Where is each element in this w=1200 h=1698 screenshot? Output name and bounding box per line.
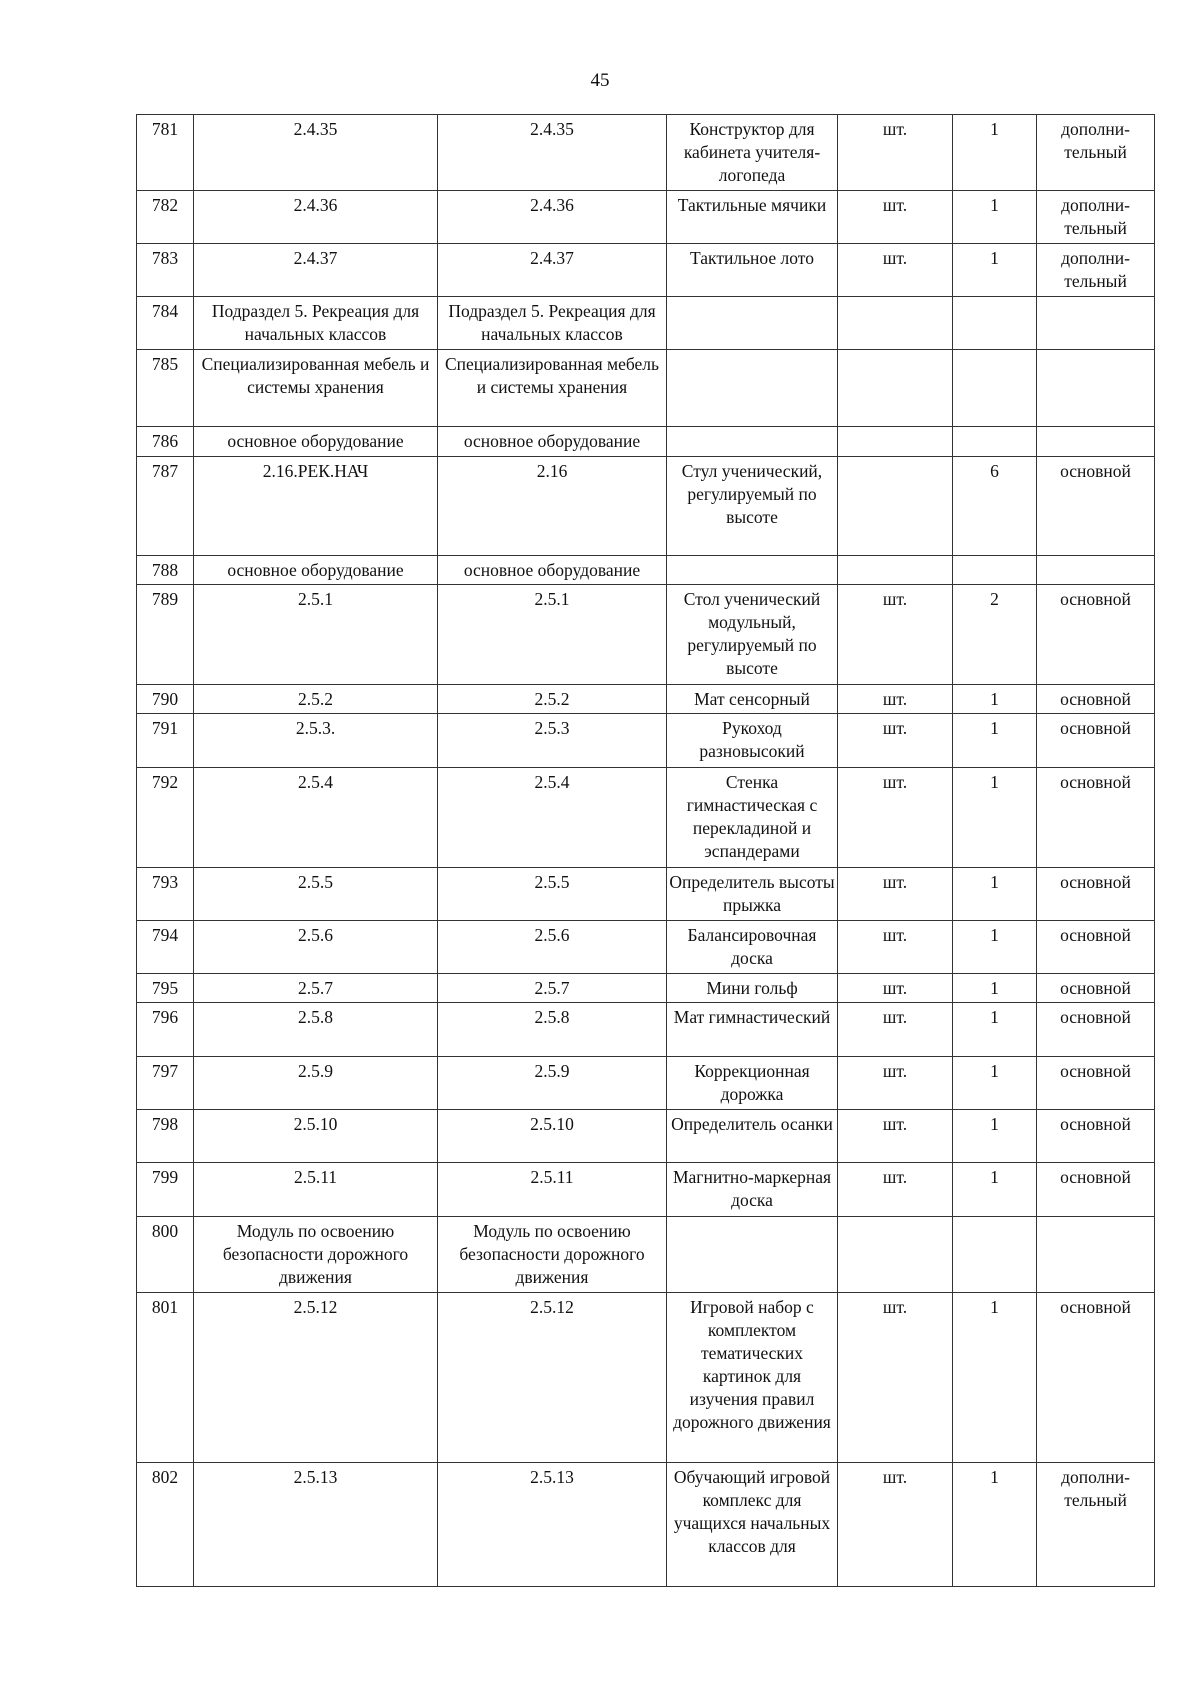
standard-code-cell: 2.16 (438, 457, 667, 556)
item-name-cell: Балансировочная доска (667, 921, 838, 974)
table-row (137, 457, 1155, 556)
standard-code-cell: 2.5.8 (438, 1003, 667, 1057)
unit-cell (838, 427, 953, 457)
unit-cell (838, 1217, 953, 1293)
table-row (137, 1163, 1155, 1217)
code-cell: основное оборудование (194, 556, 438, 585)
standard-code-cell: 2.5.12 (438, 1293, 667, 1463)
item-name-cell (667, 427, 838, 457)
standard-code-cell: 2.5.4 (438, 768, 667, 868)
standard-code-cell: Модуль по освоению безопасности дорожного движения (438, 1217, 667, 1293)
row-number-cell: 789 (137, 585, 194, 685)
quantity-cell: 1 (953, 1293, 1037, 1463)
quantity-cell: 1 (953, 768, 1037, 868)
table-row (137, 1110, 1155, 1163)
unit-cell: шт. (838, 685, 953, 714)
quantity-cell (953, 297, 1037, 350)
quantity-cell: 1 (953, 244, 1037, 297)
table-row (137, 585, 1155, 685)
item-name-cell: Магнитно-маркерная доска (667, 1163, 838, 1217)
table-row (137, 768, 1155, 868)
row-number-cell: 802 (137, 1463, 194, 1587)
category-cell (1037, 1217, 1155, 1293)
quantity-cell (953, 427, 1037, 457)
category-cell: основной (1037, 768, 1155, 868)
table-row (137, 974, 1155, 1003)
standard-code-cell: 2.4.37 (438, 244, 667, 297)
standard-code-cell: 2.4.36 (438, 191, 667, 244)
code-cell: 2.5.9 (194, 1057, 438, 1110)
category-cell: дополни-тельный (1037, 244, 1155, 297)
standard-code-cell: 2.5.5 (438, 868, 667, 921)
table-row (137, 191, 1155, 244)
unit-cell (838, 556, 953, 585)
standard-code-cell: Подраздел 5. Рекреация для начальных классов (438, 297, 667, 350)
item-name-cell (667, 556, 838, 585)
unit-cell: шт. (838, 768, 953, 868)
standard-code-cell: 2.5.10 (438, 1110, 667, 1163)
table-row (137, 1003, 1155, 1057)
row-number-cell: 790 (137, 685, 194, 714)
table-row (137, 685, 1155, 714)
row-number-cell: 793 (137, 868, 194, 921)
standard-code-cell: 2.5.7 (438, 974, 667, 1003)
quantity-cell: 1 (953, 868, 1037, 921)
table-row (137, 1463, 1155, 1587)
table-row (137, 1293, 1155, 1463)
code-cell: 2.5.4 (194, 768, 438, 868)
code-cell: 2.16.РЕК.НАЧ (194, 457, 438, 556)
quantity-cell: 1 (953, 1463, 1037, 1587)
quantity-cell: 1 (953, 685, 1037, 714)
code-cell: 2.5.2 (194, 685, 438, 714)
row-number-cell: 792 (137, 768, 194, 868)
quantity-cell (953, 556, 1037, 585)
code-cell: 2.5.8 (194, 1003, 438, 1057)
item-name-cell (667, 297, 838, 350)
standard-code-cell: основное оборудование (438, 556, 667, 585)
item-name-cell: Мини гольф (667, 974, 838, 1003)
item-name-cell: Определитель высоты прыжка (667, 868, 838, 921)
category-cell: основной (1037, 868, 1155, 921)
standard-code-cell: Специализированная мебель и системы хранения (438, 350, 667, 427)
unit-cell: шт. (838, 1057, 953, 1110)
code-cell: 2.5.6 (194, 921, 438, 974)
row-number-cell: 801 (137, 1293, 194, 1463)
unit-cell: шт. (838, 1110, 953, 1163)
code-cell: 2.5.3. (194, 714, 438, 768)
code-cell: 2.5.12 (194, 1293, 438, 1463)
code-cell: 2.5.11 (194, 1163, 438, 1217)
category-cell (1037, 556, 1155, 585)
code-cell: 2.4.35 (194, 115, 438, 191)
standard-code-cell: 2.5.6 (438, 921, 667, 974)
quantity-cell: 1 (953, 921, 1037, 974)
standard-code-cell: 2.5.9 (438, 1057, 667, 1110)
row-number-cell: 788 (137, 556, 194, 585)
quantity-cell: 1 (953, 1110, 1037, 1163)
quantity-cell: 1 (953, 1163, 1037, 1217)
category-cell (1037, 297, 1155, 350)
table-row (137, 868, 1155, 921)
quantity-cell: 1 (953, 1003, 1037, 1057)
code-cell: 2.5.7 (194, 974, 438, 1003)
code-cell: Модуль по освоению безопасности дорожного движения (194, 1217, 438, 1293)
standard-code-cell: 2.5.2 (438, 685, 667, 714)
unit-cell: шт. (838, 191, 953, 244)
code-cell: 2.5.1 (194, 585, 438, 685)
page-number: 45 (590, 70, 610, 91)
category-cell: основной (1037, 685, 1155, 714)
category-cell: основной (1037, 457, 1155, 556)
standard-code-cell: 2.5.3 (438, 714, 667, 768)
standard-code-cell: 2.5.1 (438, 585, 667, 685)
unit-cell: шт. (838, 115, 953, 191)
item-name-cell: Рукоход разновысокий (667, 714, 838, 768)
row-number-cell: 798 (137, 1110, 194, 1163)
item-name-cell: Стенка гимнастическая с перекладиной и эспандерами (667, 768, 838, 868)
table-row (137, 921, 1155, 974)
table-row (137, 244, 1155, 297)
item-name-cell: Мат сенсорный (667, 685, 838, 714)
row-number-cell: 797 (137, 1057, 194, 1110)
item-name-cell (667, 1217, 838, 1293)
item-name-cell: Определитель осанки (667, 1110, 838, 1163)
row-number-cell: 794 (137, 921, 194, 974)
category-cell (1037, 427, 1155, 457)
row-number-cell: 781 (137, 115, 194, 191)
item-name-cell: Тактильные мячики (667, 191, 838, 244)
unit-cell: шт. (838, 868, 953, 921)
quantity-cell (953, 350, 1037, 427)
category-cell: дополни-тельный (1037, 1463, 1155, 1587)
table-body (137, 115, 1155, 1587)
item-name-cell: Стул ученический, регулируемый по высоте (667, 457, 838, 556)
row-number-cell: 782 (137, 191, 194, 244)
category-cell: основной (1037, 1003, 1155, 1057)
unit-cell (838, 350, 953, 427)
code-cell: Специализированная мебель и системы хранения (194, 350, 438, 427)
item-name-cell: Тактильное лото (667, 244, 838, 297)
row-number-cell: 796 (137, 1003, 194, 1057)
category-cell: основной (1037, 585, 1155, 685)
row-number-cell: 784 (137, 297, 194, 350)
category-cell: основной (1037, 1293, 1155, 1463)
table-row (137, 427, 1155, 457)
category-cell: основной (1037, 1057, 1155, 1110)
quantity-cell: 6 (953, 457, 1037, 556)
category-cell: основной (1037, 921, 1155, 974)
category-cell: основной (1037, 1110, 1155, 1163)
unit-cell (838, 457, 953, 556)
unit-cell: шт. (838, 1003, 953, 1057)
category-cell: основной (1037, 974, 1155, 1003)
category-cell: дополни-тельный (1037, 191, 1155, 244)
row-number-cell: 795 (137, 974, 194, 1003)
row-number-cell: 800 (137, 1217, 194, 1293)
row-number-cell: 791 (137, 714, 194, 768)
quantity-cell (953, 1217, 1037, 1293)
row-number-cell: 783 (137, 244, 194, 297)
item-name-cell: Стол ученический модульный, регулируемый по высоте (667, 585, 838, 685)
category-cell (1037, 350, 1155, 427)
code-cell: 2.5.10 (194, 1110, 438, 1163)
table-row (137, 556, 1155, 585)
item-name-cell: Мат гимнастический (667, 1003, 838, 1057)
row-number-cell: 786 (137, 427, 194, 457)
code-cell: 2.5.13 (194, 1463, 438, 1587)
category-cell: дополни-тельный (1037, 115, 1155, 191)
category-cell: основной (1037, 714, 1155, 768)
standard-code-cell: 2.5.11 (438, 1163, 667, 1217)
quantity-cell: 2 (953, 585, 1037, 685)
item-name-cell: Обучающий игровой комплекс для учащихся начальных классов для (667, 1463, 838, 1587)
table-row (137, 714, 1155, 768)
row-number-cell: 787 (137, 457, 194, 556)
standard-code-cell: 2.5.13 (438, 1463, 667, 1587)
unit-cell: шт. (838, 714, 953, 768)
item-name-cell (667, 350, 838, 427)
standard-code-cell: 2.4.35 (438, 115, 667, 191)
standard-code-cell: основное оборудование (438, 427, 667, 457)
unit-cell: шт. (838, 1163, 953, 1217)
quantity-cell: 1 (953, 1057, 1037, 1110)
code-cell: 2.4.37 (194, 244, 438, 297)
unit-cell (838, 297, 953, 350)
equipment-table (136, 114, 1155, 1587)
code-cell: 2.5.5 (194, 868, 438, 921)
quantity-cell: 1 (953, 974, 1037, 1003)
unit-cell: шт. (838, 974, 953, 1003)
unit-cell: шт. (838, 585, 953, 685)
table-row (137, 115, 1155, 191)
quantity-cell: 1 (953, 191, 1037, 244)
code-cell: 2.4.36 (194, 191, 438, 244)
unit-cell: шт. (838, 1293, 953, 1463)
table-row (137, 350, 1155, 427)
row-number-cell: 785 (137, 350, 194, 427)
unit-cell: шт. (838, 1463, 953, 1587)
code-cell: основное оборудование (194, 427, 438, 457)
code-cell: Подраздел 5. Рекреация для начальных классов (194, 297, 438, 350)
table-row (137, 297, 1155, 350)
quantity-cell: 1 (953, 714, 1037, 768)
row-number-cell: 799 (137, 1163, 194, 1217)
item-name-cell: Конструктор для кабинета учителя-логопеда (667, 115, 838, 191)
quantity-cell: 1 (953, 115, 1037, 191)
unit-cell: шт. (838, 244, 953, 297)
table-row (137, 1217, 1155, 1293)
unit-cell: шт. (838, 921, 953, 974)
item-name-cell: Игровой набор с комплектом тематических картинок для изучения правил дорожного движения (667, 1293, 838, 1463)
item-name-cell: Коррекционная дорожка (667, 1057, 838, 1110)
table-row (137, 1057, 1155, 1110)
category-cell: основной (1037, 1163, 1155, 1217)
